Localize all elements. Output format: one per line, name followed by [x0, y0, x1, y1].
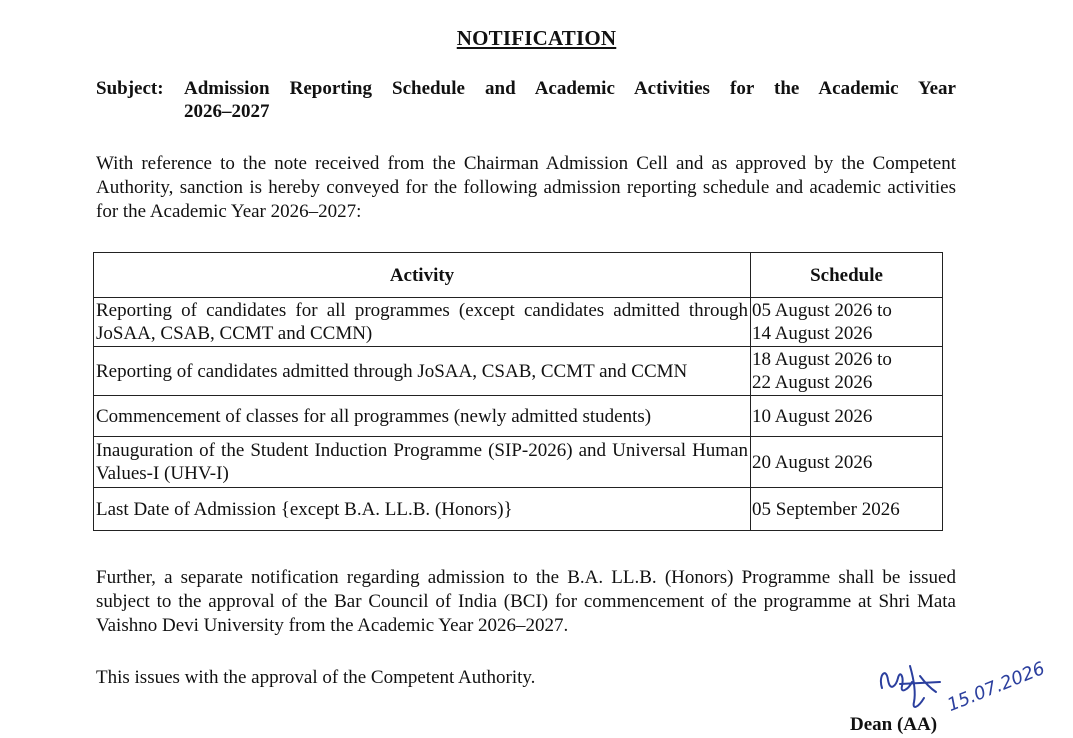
signatory-designation: Dean (AA) [850, 714, 938, 735]
subject-label: Subject: [96, 78, 164, 99]
notification-title: NOTIFICATION [456, 26, 617, 50]
signature-date: 15.07.2026 [944, 657, 1048, 716]
activity-cell: Reporting of candidates admitted through JoSAA, CSAB, CCMT and CCMN [94, 347, 751, 396]
approval-statement: This issues with the approval of the Competent Authority. [96, 667, 536, 688]
schedule-cell [751, 347, 943, 396]
activity-cell: Commencement of classes for all programmes (newly admitted students) [94, 396, 751, 437]
activity-cell: Reporting of candidates for all programmes (except candidates admitted through JoSAA, CSAB, CCMT and CCMN) [94, 298, 751, 347]
table-header-row [94, 253, 943, 298]
handwritten-signature [870, 636, 1050, 716]
activity-cell: Last Date of Admission {except B.A. LL.B. (Honors)} [94, 488, 751, 531]
subject-block [96, 77, 956, 123]
schedule-cell [751, 298, 943, 347]
activity-cell: Inauguration of the Student Induction Programme (SIP-2026) and Universal Human Values-I (UHV-I) [94, 437, 751, 488]
schedule-cell: 05 September 2026 [751, 488, 943, 531]
schedule-end: 14 August 2026 [752, 323, 873, 344]
schedule-table [93, 252, 943, 531]
subject-text-line1: Admission Reporting Schedule and Academic Activities for the Academic Year [184, 78, 956, 99]
table-row [94, 437, 943, 488]
table-row [94, 396, 943, 437]
table-row [94, 347, 943, 396]
schedule-cell: 20 August 2026 [751, 437, 943, 488]
schedule-end: 22 August 2026 [752, 372, 873, 393]
further-paragraph: Further, a separate notification regarding admission to the B.A. LL.B. (Honors) Programme shall be issued subject to the approval of the Bar Council of India (BCI) for commencement of the programme at Shri Mata Vaishno Devi University from the Academic Year 2026–2027. [96, 567, 956, 636]
schedule-start: 05 August 2026 to [752, 300, 892, 321]
table-row [94, 488, 943, 531]
schedule-start: 18 August 2026 to [752, 349, 892, 370]
activity-column-header: Activity [94, 253, 751, 298]
subject-text-line2: 2026–2027 [184, 101, 270, 122]
intro-paragraph: With reference to the note received from the Chairman Admission Cell and as approved by the Competent Authority, sanction is hereby conveyed for the following admission reporting schedule and academic activities for the Academic Year 2026–2027: [96, 153, 956, 222]
table-row [94, 298, 943, 347]
schedule-column-header: Schedule [751, 253, 943, 298]
schedule-cell: 10 August 2026 [751, 396, 943, 437]
